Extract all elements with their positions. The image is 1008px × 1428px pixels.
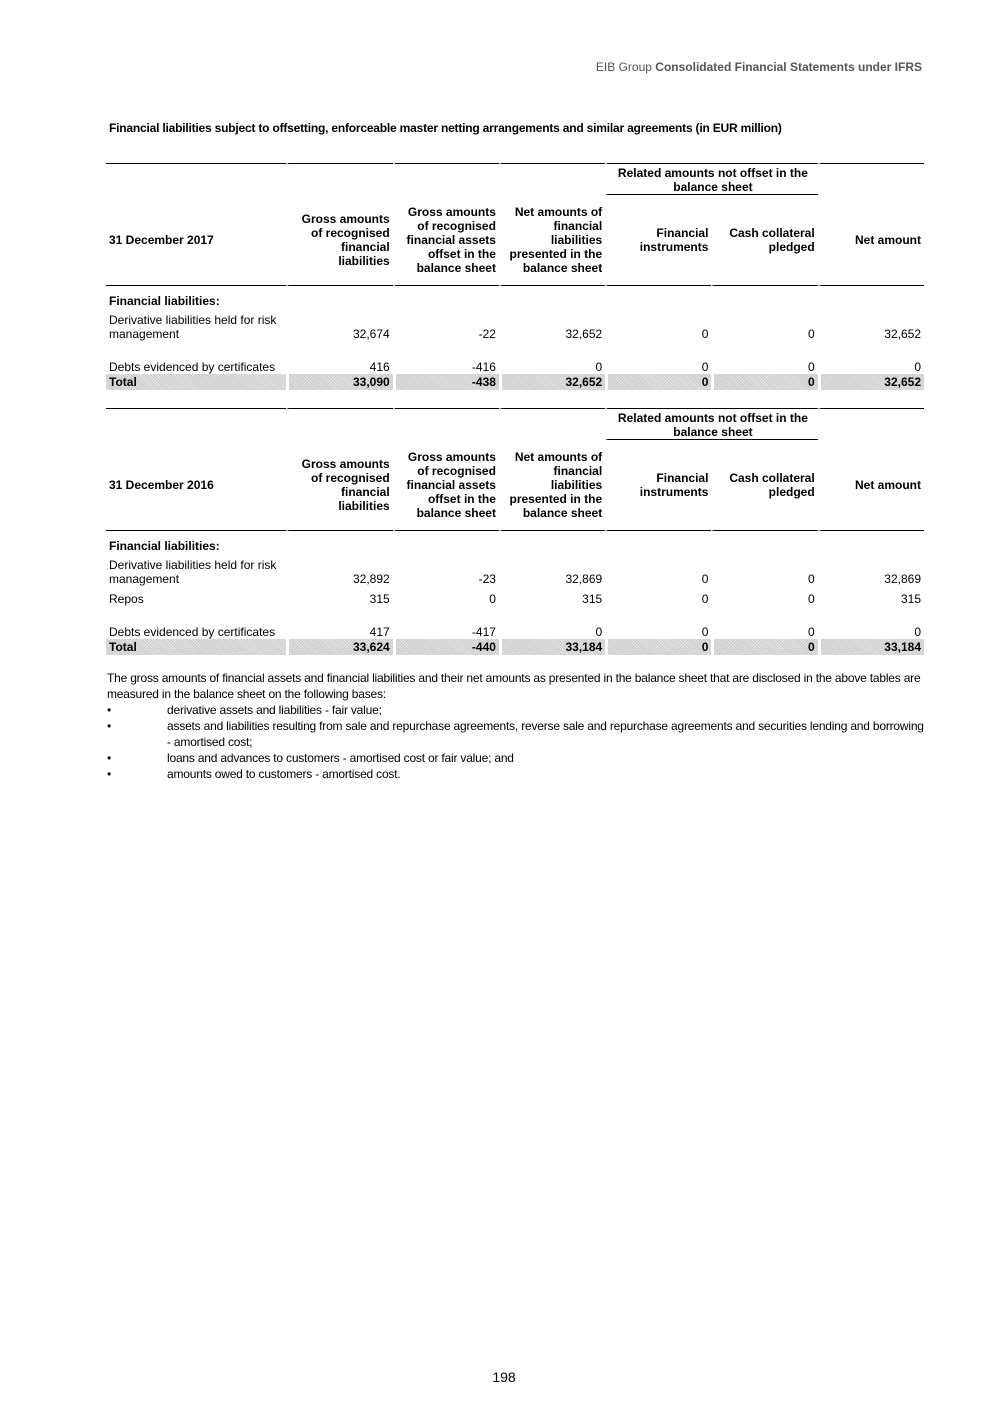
- cell: 32,674: [352, 327, 390, 341]
- list-item-text: loans and advances to customers - amortised cost or fair value; and: [167, 751, 514, 765]
- bullet-icon: •: [107, 751, 112, 765]
- total-row: [106, 639, 924, 655]
- cell: 33,090: [286, 374, 392, 390]
- measurement-bases-text: [107, 670, 925, 782]
- bullet-icon: •: [107, 719, 112, 733]
- list-item: [107, 702, 925, 718]
- col-gross: Gross amounts of recognised financial liabilities: [286, 195, 392, 286]
- cell: 0: [605, 374, 711, 390]
- col-gross-offset: Gross amounts of recognised financial assets offset in the balance sheet: [393, 440, 499, 531]
- list-item-text: assets and liabilities resulting from sale and repurchase agreements, reverse sale and repurchase agreements and securities lending and borrowing - amortised cost;: [167, 719, 924, 749]
- cell: -438: [393, 374, 499, 390]
- cell: 32,652: [499, 374, 605, 390]
- cell: -416: [471, 360, 496, 374]
- bullet-icon: •: [107, 703, 112, 717]
- cell: -440: [393, 639, 499, 655]
- cell: 33,624: [286, 639, 392, 655]
- offsetting-table-2017: [106, 163, 924, 390]
- related-amounts-header: Related amounts not offset in the balance sheet: [605, 163, 818, 195]
- col-net-presented: Net amounts of financial liabilities presented in the balance sheet: [499, 440, 605, 531]
- cell: 32,652: [818, 374, 924, 390]
- table-row: [106, 341, 924, 374]
- table-row: [106, 586, 924, 606]
- cell: 0: [808, 625, 815, 639]
- col-financial-instruments: Financial instruments: [605, 440, 711, 531]
- cell: 0: [595, 625, 603, 639]
- list-item: [107, 718, 925, 750]
- cell: 0: [595, 360, 603, 374]
- row-label: Derivative liabilities held for risk management: [109, 313, 277, 341]
- table-row: [106, 606, 924, 639]
- header-org: EIB Group: [595, 60, 652, 74]
- cell: 0: [914, 625, 921, 639]
- cell: 0: [808, 327, 815, 341]
- cell: 0: [701, 327, 709, 341]
- bullet-icon: •: [107, 767, 112, 781]
- cell: 0: [914, 360, 921, 374]
- table-row: [106, 553, 924, 586]
- cell: 0: [489, 592, 496, 606]
- cell: 33,184: [499, 639, 605, 655]
- table-title: Financial liabilities subject to offsetting, enforceable master netting arrangements and similar agreements (in EUR million): [109, 121, 782, 135]
- row-label: Debts evidenced by certificates: [109, 625, 276, 639]
- cell: 0: [701, 625, 709, 639]
- row-label: Debts evidenced by certificates: [109, 360, 276, 374]
- row-label: Repos: [109, 592, 144, 606]
- related-amounts-header: Related amounts not offset in the balance sheet: [605, 408, 818, 440]
- col-gross-offset: Gross amounts of recognised financial assets offset in the balance sheet: [393, 195, 499, 286]
- header-doc-title: Consolidated Financial Statements under IFRS: [655, 60, 922, 74]
- section-label: Financial liabilities:: [109, 294, 220, 308]
- cell: -23: [478, 572, 496, 586]
- list-item-text: derivative assets and liabilities - fair value;: [167, 703, 382, 717]
- total-row: [106, 374, 924, 390]
- running-header: [0, 60, 922, 74]
- list-item: [107, 750, 925, 766]
- cell: 315: [582, 592, 603, 606]
- list-item-text: amounts owed to customers - amortised cost.: [167, 767, 401, 781]
- cell: 0: [701, 592, 709, 606]
- table-date: 31 December 2016: [106, 440, 286, 531]
- cell: 32,652: [565, 327, 603, 341]
- list-item: [107, 766, 925, 782]
- total-label: Total: [106, 639, 286, 655]
- table-date: 31 December 2017: [106, 195, 286, 286]
- col-gross: Gross amounts of recognised financial liabilities: [286, 440, 392, 531]
- col-cash-collateral: Cash collateral pledged: [711, 195, 817, 286]
- table-row: [106, 308, 924, 341]
- cell: 315: [369, 592, 390, 606]
- col-cash-collateral: Cash collateral pledged: [711, 440, 817, 531]
- cell: 416: [369, 360, 390, 374]
- cell: 33,184: [818, 639, 924, 655]
- cell: 417: [369, 625, 390, 639]
- row-label: Derivative liabilities held for risk management: [109, 558, 277, 586]
- cell: 0: [808, 360, 815, 374]
- col-net-amount: Net amount: [818, 195, 924, 286]
- cell: 32,892: [352, 572, 390, 586]
- page-number: 198: [492, 1369, 516, 1385]
- offsetting-table-2016: [106, 408, 924, 655]
- cell: 315: [900, 592, 921, 606]
- cell: -417: [471, 625, 496, 639]
- cell: 32,869: [565, 572, 603, 586]
- cell: 0: [711, 639, 817, 655]
- col-financial-instruments: Financial instruments: [605, 195, 711, 286]
- section-label: Financial liabilities:: [109, 539, 220, 553]
- intro-paragraph: The gross amounts of financial assets and financial liabilities and their net amounts as presented in the balance sheet that are disclosed in the above tables are measured in the balance sheet on the following bases:: [107, 671, 921, 701]
- cell: -22: [478, 327, 496, 341]
- cell: 0: [808, 572, 815, 586]
- cell: 0: [711, 374, 817, 390]
- cell: 0: [808, 592, 815, 606]
- cell: 32,652: [884, 327, 921, 341]
- cell: 0: [701, 572, 709, 586]
- bases-list: [107, 702, 925, 782]
- cell: 0: [605, 639, 711, 655]
- col-net-amount: Net amount: [818, 440, 924, 531]
- total-label: Total: [106, 374, 286, 390]
- col-net-presented: Net amounts of financial liabilities presented in the balance sheet: [499, 195, 605, 286]
- cell: 0: [701, 360, 709, 374]
- cell: 32,869: [884, 572, 921, 586]
